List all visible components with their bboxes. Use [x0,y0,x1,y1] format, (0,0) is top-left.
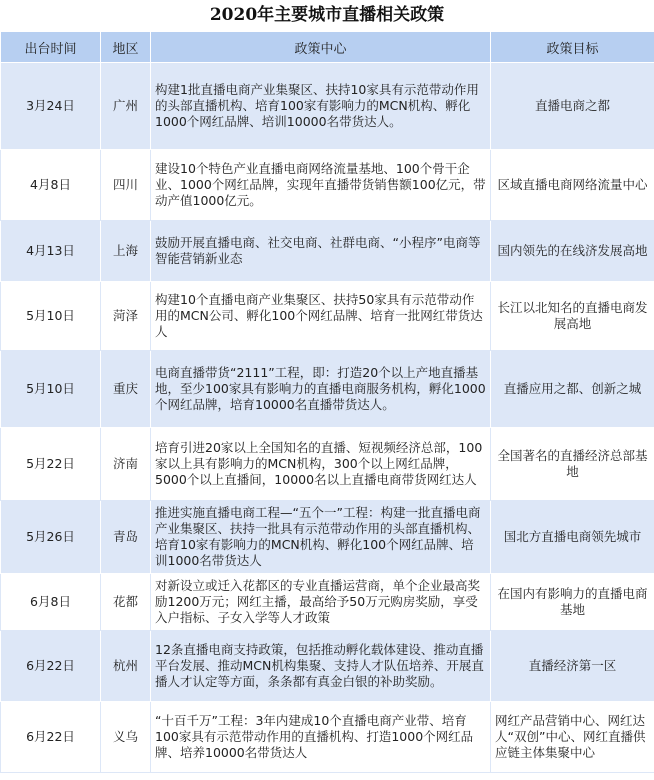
cell-policy: 构建1批直播电商产业集聚区、扶持10家具有示范带动作用的头部直播机构、培育100家有影响力的MCN机构、孵化1000个网红品牌、培训10000名带货达人。 [151,63,491,150]
header-row [1,32,654,63]
cell-policy: 培育引进20家以上全国知名的直播、短视频经济总部，100家以上具有影响力的MCN机构，300个以上网红品牌，5000个以上直播间，10000名以上直播电商带货网红达人 [151,428,491,501]
table-row [1,702,654,773]
cell-date: 6月8日 [1,574,101,631]
cell-goal: 在国内有影响力的直播电商基地 [491,574,654,631]
cell-policy: 鼓励开展直播电商、社交电商、社群电商、“小程序”电商等智能营销新业态 [151,221,491,282]
cell-date: 5月26日 [1,501,101,574]
cell-date: 5月22日 [1,428,101,501]
cell-policy: “十百千万”工程：3年内建成10个直播电商产业带、培育100家具有示范带动作用的直播机构、打造1000个网红品牌、培养10000名带货达人 [151,702,491,773]
table-row [1,351,654,428]
header-policy: 政策中心 [151,32,491,63]
cell-date: 5月10日 [1,351,101,428]
cell-goal: 国北方直播电商领先城市 [491,501,654,574]
header-goal: 政策目标 [491,32,654,63]
cell-goal: 国内领先的在线济发展高地 [491,221,654,282]
cell-goal: 直播电商之都 [491,63,654,150]
cell-date: 5月10日 [1,282,101,351]
cell-region: 花都 [101,574,151,631]
table-row [1,428,654,501]
cell-region: 济南 [101,428,151,501]
cell-policy: 推进实施直播电商工程—“五个一”工程：构建一批直播电商产业集聚区、扶持一批具有示范带动作用的头部直播机构、培育10家有影响力的MCN机构、孵化100个网红品牌、培训1000名带货达人 [151,501,491,574]
policy-table [0,31,654,773]
cell-date: 6月22日 [1,702,101,773]
cell-date: 4月8日 [1,150,101,221]
cell-date: 6月22日 [1,631,101,702]
cell-region: 四川 [101,150,151,221]
cell-policy: 12条直播电商支持政策，包括推动孵化载体建设、推动直播平台发展、推动MCN机构集聚、支持人才队伍培养、开展直播人才认定等方面，条条都有真金白银的补助奖励。 [151,631,491,702]
table-row [1,282,654,351]
table-row [1,631,654,702]
cell-date: 3月24日 [1,63,101,150]
table-row [1,63,654,150]
cell-goal: 全国著名的直播经济总部基地 [491,428,654,501]
cell-date: 4月13日 [1,221,101,282]
cell-region: 杭州 [101,631,151,702]
header-region: 地区 [101,32,151,63]
cell-region: 青岛 [101,501,151,574]
cell-goal: 网红产品营销中心、网红达人“双创”中心、网红直播供应链主体集聚中心 [491,702,654,773]
header-date: 出台时间 [1,32,101,63]
cell-policy: 对新设立或迁入花都区的专业直播运营商，单个企业最高奖励1200万元；网红主播，最高给予50万元购房奖励，享受入户指标、子女入学等人才政策 [151,574,491,631]
cell-region: 上海 [101,221,151,282]
cell-region: 义乌 [101,702,151,773]
cell-policy: 电商直播带货“2111”工程，即：打造20个以上产地直播基地，至少100家具有影响力的直播电商服务机构，孵化1000个网红品牌，培育10000名直播带货达人。 [151,351,491,428]
cell-region: 重庆 [101,351,151,428]
table-row [1,501,654,574]
cell-goal: 长江以北知名的直播电商发展高地 [491,282,654,351]
cell-region: 菏泽 [101,282,151,351]
cell-goal: 直播经济第一区 [491,631,654,702]
cell-goal: 直播应用之都、创新之城 [491,351,654,428]
cell-region: 广州 [101,63,151,150]
cell-goal: 区域直播电商网络流量中心 [491,150,654,221]
table-title: 2020年主要城市直播相关政策 [0,0,654,31]
cell-policy: 构建10个直播电商产业集聚区、扶持50家具有示范带动作用的MCN公司、孵化100个网红品牌、培育一批网红带货达人 [151,282,491,351]
cell-policy: 建设10个特色产业直播电商网络流量基地、100个骨干企业、1000个网红品牌，实现年直播带货销售额100亿元，带动产值1000亿元。 [151,150,491,221]
table-row [1,574,654,631]
table-row [1,221,654,282]
table-row [1,150,654,221]
